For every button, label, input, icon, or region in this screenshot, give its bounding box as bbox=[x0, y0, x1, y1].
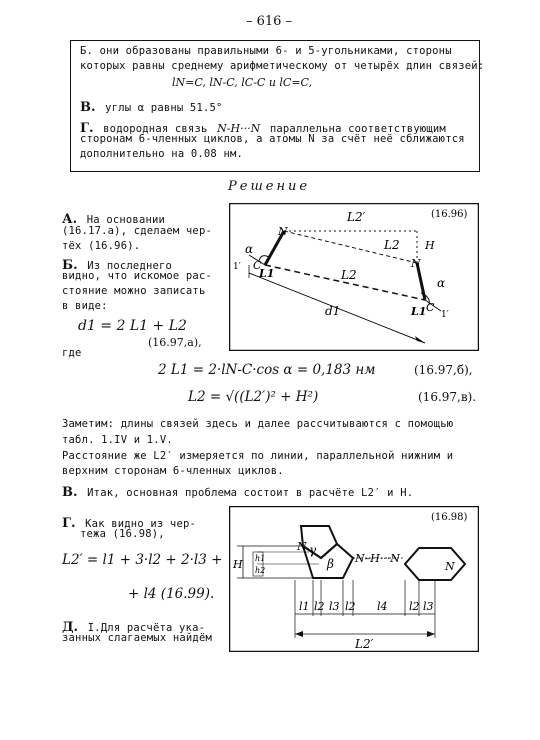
label-one-left: 1′ bbox=[233, 262, 241, 272]
note2-line1: Расстояние же L2′ измеряется по линии, параллельной нижним и bbox=[62, 450, 454, 462]
section-b-line4: в виде: bbox=[62, 300, 108, 312]
item-g-text-b: параллельна соответствующим bbox=[269, 123, 446, 135]
label-C-left: C bbox=[253, 259, 262, 272]
item-v-text: углы α равны 51.5° bbox=[105, 102, 223, 114]
section-a-line3: тёх (16.96). bbox=[62, 240, 141, 252]
section-g2-text1: Как видно из чер- bbox=[85, 518, 197, 530]
label-h1: h1 bbox=[255, 554, 266, 563]
item-b-line2: которых равны среднему арифметическому от четырёх длин связей: bbox=[80, 60, 485, 72]
seg-label-l4: l4 bbox=[377, 600, 388, 613]
item-g-prefix: Г. bbox=[80, 121, 94, 136]
section-g2-prefix: Г. bbox=[62, 516, 76, 531]
equation-d1: d1 = 2 L1 + L2 bbox=[78, 318, 187, 334]
note1-line2: табл. 1.IV и 1.V. bbox=[62, 434, 173, 446]
section-b-line3: стояние можно записать bbox=[62, 285, 206, 297]
equation-L2prime-cont: + l4 (16.99). bbox=[128, 586, 215, 602]
label-C-right: C bbox=[426, 301, 435, 314]
item-b-line1: Б. они образованы правильными 6- и 5-угольниками, стороны bbox=[80, 45, 452, 57]
label-L2prime-98: L2′ bbox=[355, 637, 374, 651]
note1-line1: Заметим: длины связей здесь и далее рассчитываются с помощью bbox=[62, 418, 454, 430]
seg-label-l2c: l2 bbox=[409, 600, 420, 613]
section-v2-prefix: В. bbox=[62, 485, 78, 500]
label-H98: H bbox=[233, 558, 243, 571]
section-a-text1: На основании bbox=[86, 214, 166, 226]
label-N-left: N bbox=[278, 225, 288, 238]
d1-arrowhead bbox=[415, 336, 425, 343]
L2prime-arrow-left bbox=[295, 631, 303, 637]
equation-d1-number: (16.97,a), bbox=[148, 336, 202, 349]
section-a-line2: (16.17.а), сделаем чер- bbox=[62, 225, 212, 237]
label-L2prime: L2′ bbox=[347, 210, 366, 224]
figure-16-98-label: (16.98) bbox=[431, 512, 468, 523]
item-v-prefix: В. bbox=[80, 100, 96, 115]
equation-L1-number: (16.97,б), bbox=[414, 363, 473, 377]
section-v2-text: Итак, основная проблема состоит в расчёте L2′ и H. bbox=[87, 487, 414, 499]
section-g2-line2: тежа (16.98), bbox=[80, 528, 165, 540]
figure-16-96 bbox=[229, 203, 479, 351]
label-alpha-left: α bbox=[245, 242, 254, 256]
seg-label-l3: l3 bbox=[329, 600, 340, 613]
L2prime-arrow-right bbox=[427, 631, 435, 637]
label-N-right: N bbox=[411, 257, 421, 270]
label-L2-mid: L2 bbox=[341, 268, 357, 282]
label-alpha-right: α bbox=[437, 276, 446, 290]
section-b-prefix: Б. bbox=[62, 258, 78, 273]
item-g-line2: сторонам 6-членных циклов, а атомы N за счёт неё сближаются bbox=[80, 133, 465, 145]
item-g-hbond: N-H···N bbox=[217, 122, 261, 135]
item-g-line3: дополнительно на 0.08 нм. bbox=[80, 148, 244, 160]
right-six-membered-ring bbox=[405, 548, 465, 580]
page-number: – 616 – bbox=[246, 14, 293, 29]
bond-lengths: lN=C, lN-C, lC-C и lC=C, bbox=[172, 76, 313, 89]
label-d1: d1 bbox=[325, 304, 341, 318]
label-H: H bbox=[425, 239, 435, 252]
equation-L2: L2 = √((L2′)² + H²) bbox=[188, 389, 319, 405]
item-g-text-a: водородная связь bbox=[103, 123, 208, 135]
figure-16-98 bbox=[229, 506, 479, 652]
seg-label-l1: l1 bbox=[299, 600, 310, 613]
section-a-prefix: А. bbox=[62, 212, 78, 227]
label-N1: N bbox=[297, 540, 307, 553]
section-d-text1: I.Для расчёта ука- bbox=[87, 622, 206, 634]
equation-L2-number: (16.97,в). bbox=[418, 390, 477, 404]
figure-16-96-label: (16.96) bbox=[431, 209, 468, 220]
equation-L2prime: L2′ = l1 + 3·l2 + 2·l3 + bbox=[62, 552, 223, 568]
seg-label-l3b: l3 bbox=[423, 600, 434, 613]
seg-label-l2: l2 bbox=[314, 600, 325, 613]
section-d-line2: занных слагаемых найдём bbox=[62, 632, 212, 644]
label-hbond: N–H···N bbox=[355, 552, 400, 565]
equation-L1: 2 L1 = 2·lN-C·cos α = 0,183 нм bbox=[158, 362, 376, 378]
note2-line2: верхним сторонам 6-членных циклов. bbox=[62, 465, 284, 477]
label-beta: β bbox=[327, 557, 334, 571]
section-v2 bbox=[62, 481, 413, 500]
label-gamma: γ bbox=[309, 543, 317, 557]
where-label: где bbox=[62, 347, 82, 359]
seg-label-l2b: l2 bbox=[345, 600, 356, 613]
label-L1-right: L1 bbox=[411, 305, 427, 318]
label-h2: h2 bbox=[255, 566, 266, 575]
item-v bbox=[80, 96, 223, 115]
section-b-text1: Из последнего bbox=[87, 260, 173, 272]
label-L2-top: L2 bbox=[384, 238, 400, 252]
section-b-line2: видно, что искомое рас- bbox=[62, 270, 212, 282]
label-N3: N bbox=[445, 560, 455, 573]
item-b-formula bbox=[172, 76, 312, 89]
label-one-right: 1′ bbox=[441, 310, 449, 320]
solution-heading: Решение bbox=[228, 179, 311, 194]
section-d-prefix: Д. bbox=[62, 620, 79, 635]
label-L1-left: L1 bbox=[259, 267, 275, 280]
